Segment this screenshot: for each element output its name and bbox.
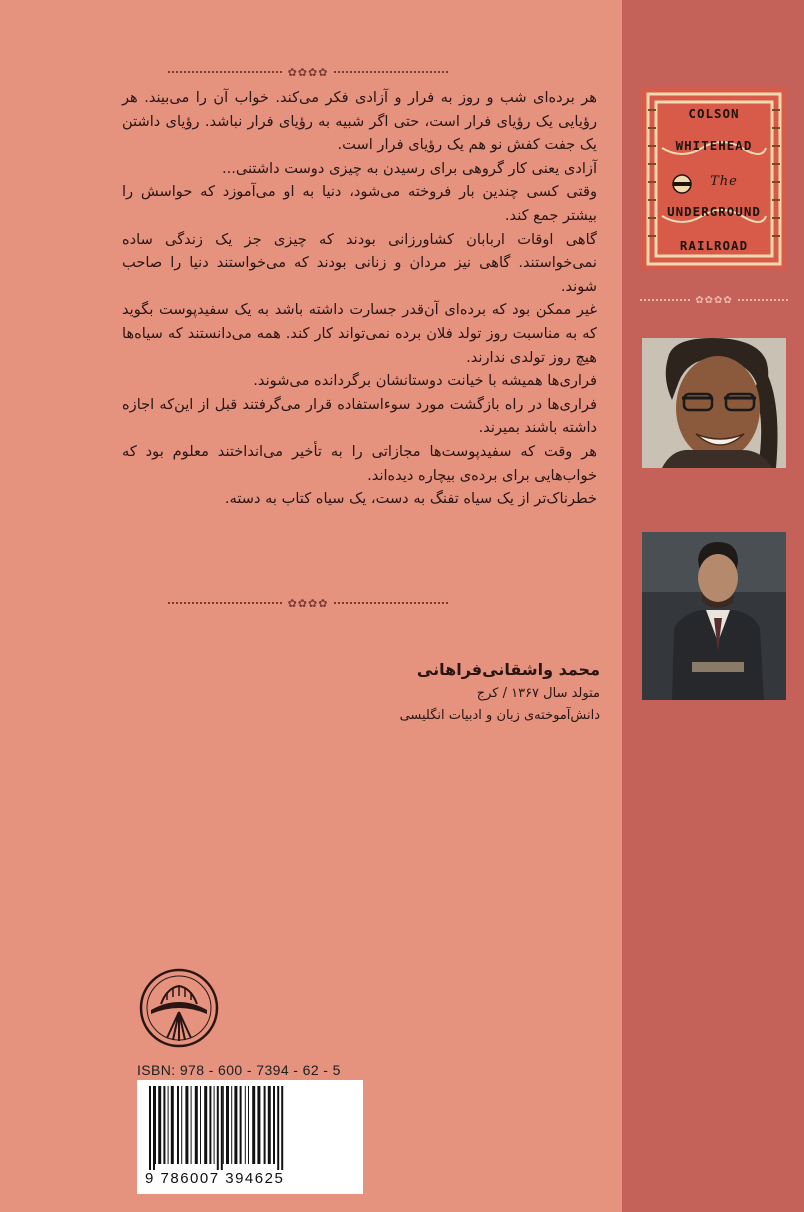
translator-education: دانش‌آموخته‌ی زبان و ادبیات انگلیسی <box>399 708 600 723</box>
barcode-bar <box>273 1086 275 1164</box>
barcode-bar <box>168 1086 169 1164</box>
publisher-logo-icon <box>137 966 221 1050</box>
translator-name: محمد واشقانی‌فراهانی <box>416 660 600 679</box>
barcode-bar <box>252 1086 255 1164</box>
translator-photo <box>642 532 786 700</box>
cover-title-1: UNDERGROUND <box>667 204 761 219</box>
barcode-bar <box>248 1086 249 1164</box>
divider-line <box>738 299 788 301</box>
barcode-bar <box>257 1086 260 1164</box>
excerpt-paragraph: آزادی یعنی کار گروهی برای رسیدن به چیزی دوست داشتنی... <box>221 159 597 177</box>
divider-line <box>640 299 690 301</box>
cover-title-2: RAILROAD <box>679 238 749 253</box>
cover-author-last: WHITEHEAD <box>675 138 753 153</box>
flower-ornament-icon: ✿✿✿✿ <box>287 65 329 79</box>
excerpt-paragraph: خطرناک‌تر از یک سیاه تفنگ به دست، یک سیاه کتاب به دسته. <box>224 490 597 508</box>
divider-line <box>168 71 282 73</box>
isbn-label: ISBN: 978 - 600 - 7394 - 62 - 5 <box>137 1062 341 1078</box>
translator-portrait-icon <box>642 532 786 700</box>
barcode-bar <box>177 1086 179 1164</box>
barcode-bar <box>245 1086 246 1164</box>
cover-article: The <box>710 174 738 189</box>
barcode <box>137 1080 363 1194</box>
flower-ornament-icon: ✿✿✿✿ <box>287 596 329 610</box>
excerpt-paragraph: هر وقت که سفیدپوست‌ها مجازاتی را به تأخیر می‌انداختند معلوم بود که خواب‌هایی برای برده‌ی بیچاره دیده‌اند. <box>122 442 597 484</box>
barcode-bar <box>181 1086 182 1164</box>
barcode-bar <box>240 1086 242 1164</box>
barcode-bar <box>268 1086 271 1164</box>
side-ornament-divider <box>640 294 788 306</box>
barcode-bar <box>277 1086 279 1170</box>
excerpt-paragraph: فراری‌ها همیشه با خیانت دوستانشان برگردانده می‌شوند. <box>253 372 597 390</box>
divider-line <box>334 71 448 73</box>
barcode-bar <box>155 1086 156 1164</box>
barcode-bar <box>185 1086 188 1164</box>
barcode-bar <box>234 1086 237 1164</box>
barcode-bars <box>147 1086 353 1170</box>
barcode-bar <box>281 1086 283 1170</box>
translator-info <box>300 657 600 727</box>
excerpt-paragraph: هر برده‌ای شب و روز به فرار و آزادی فکر می‌کند. خواب آن را می‌بیند. هر رؤیایی یک رؤیای فرار است، حتی اگر شبیه به رؤیای فرار نباشد. رؤیای داشتن یک جفت کفش نو هم یک رؤیای فرار است. <box>122 89 597 154</box>
divider-line <box>168 602 282 604</box>
bottom-ornament-divider <box>168 597 448 609</box>
barcode-bar <box>149 1086 151 1170</box>
excerpt-paragraph: فراری‌ها در راه بازگشت مورد سوءاستفاده قرار می‌گرفتند قبل از این‌که اجازه داشته باشند بمیرند. <box>122 395 597 437</box>
barcode-bar <box>191 1086 192 1164</box>
excerpt-paragraph: گاهی اوقات اربابان کشاورزانی بودند که چیزی جز یک زندگی ساده نمی‌خواستند. گاهی نیز مردان و زنانی بودند که می‌خواستند دنیا را صاحب شوند. <box>122 230 597 295</box>
top-ornament-divider <box>168 66 448 78</box>
barcode-bar <box>171 1086 174 1164</box>
barcode-bar <box>163 1086 165 1164</box>
barcode-bar <box>217 1086 219 1170</box>
flower-ornament-icon: ✿✿✿✿ <box>695 294 733 306</box>
barcode-bar <box>223 1086 224 1164</box>
barcode-bar <box>221 1086 223 1170</box>
barcode-bar <box>158 1086 161 1164</box>
author-portrait-icon <box>642 338 786 468</box>
barcode-digits: 9 786007 394625 <box>145 1170 285 1187</box>
author-photo <box>642 338 786 468</box>
book-excerpt <box>122 86 597 511</box>
barcode-bar <box>226 1086 229 1164</box>
excerpt-paragraph: غیر ممکن بود که برده‌ای آن‌قدر جسارت داشته باشد به یک سفیدپوست بگوید که به مناسبت روز تولد فلان برده نمی‌تواند کار کند. همه می‌دانستند که سیاه‌ها هیچ روز تولدی ندارند. <box>122 301 597 366</box>
barcode-bar <box>214 1086 215 1164</box>
barcode-bar <box>204 1086 207 1164</box>
cover-author-first: COLSON <box>688 106 740 121</box>
barcode-bar <box>209 1086 211 1164</box>
excerpt-paragraph: وقتی کسی چندین بار فروخته می‌شود، دنیا به او می‌آموزد که حواسش را بیشتر جمع کند. <box>122 183 597 224</box>
barcode-bar <box>231 1086 232 1164</box>
barcode-bar <box>200 1086 201 1164</box>
translator-birth: متولد سال ۱۳۶۷ / کرج <box>476 686 600 701</box>
barcode-bar <box>153 1086 155 1170</box>
barcode-bar <box>264 1086 266 1164</box>
barcode-bar <box>195 1086 198 1164</box>
original-book-cover <box>642 88 786 270</box>
divider-line <box>334 602 448 604</box>
